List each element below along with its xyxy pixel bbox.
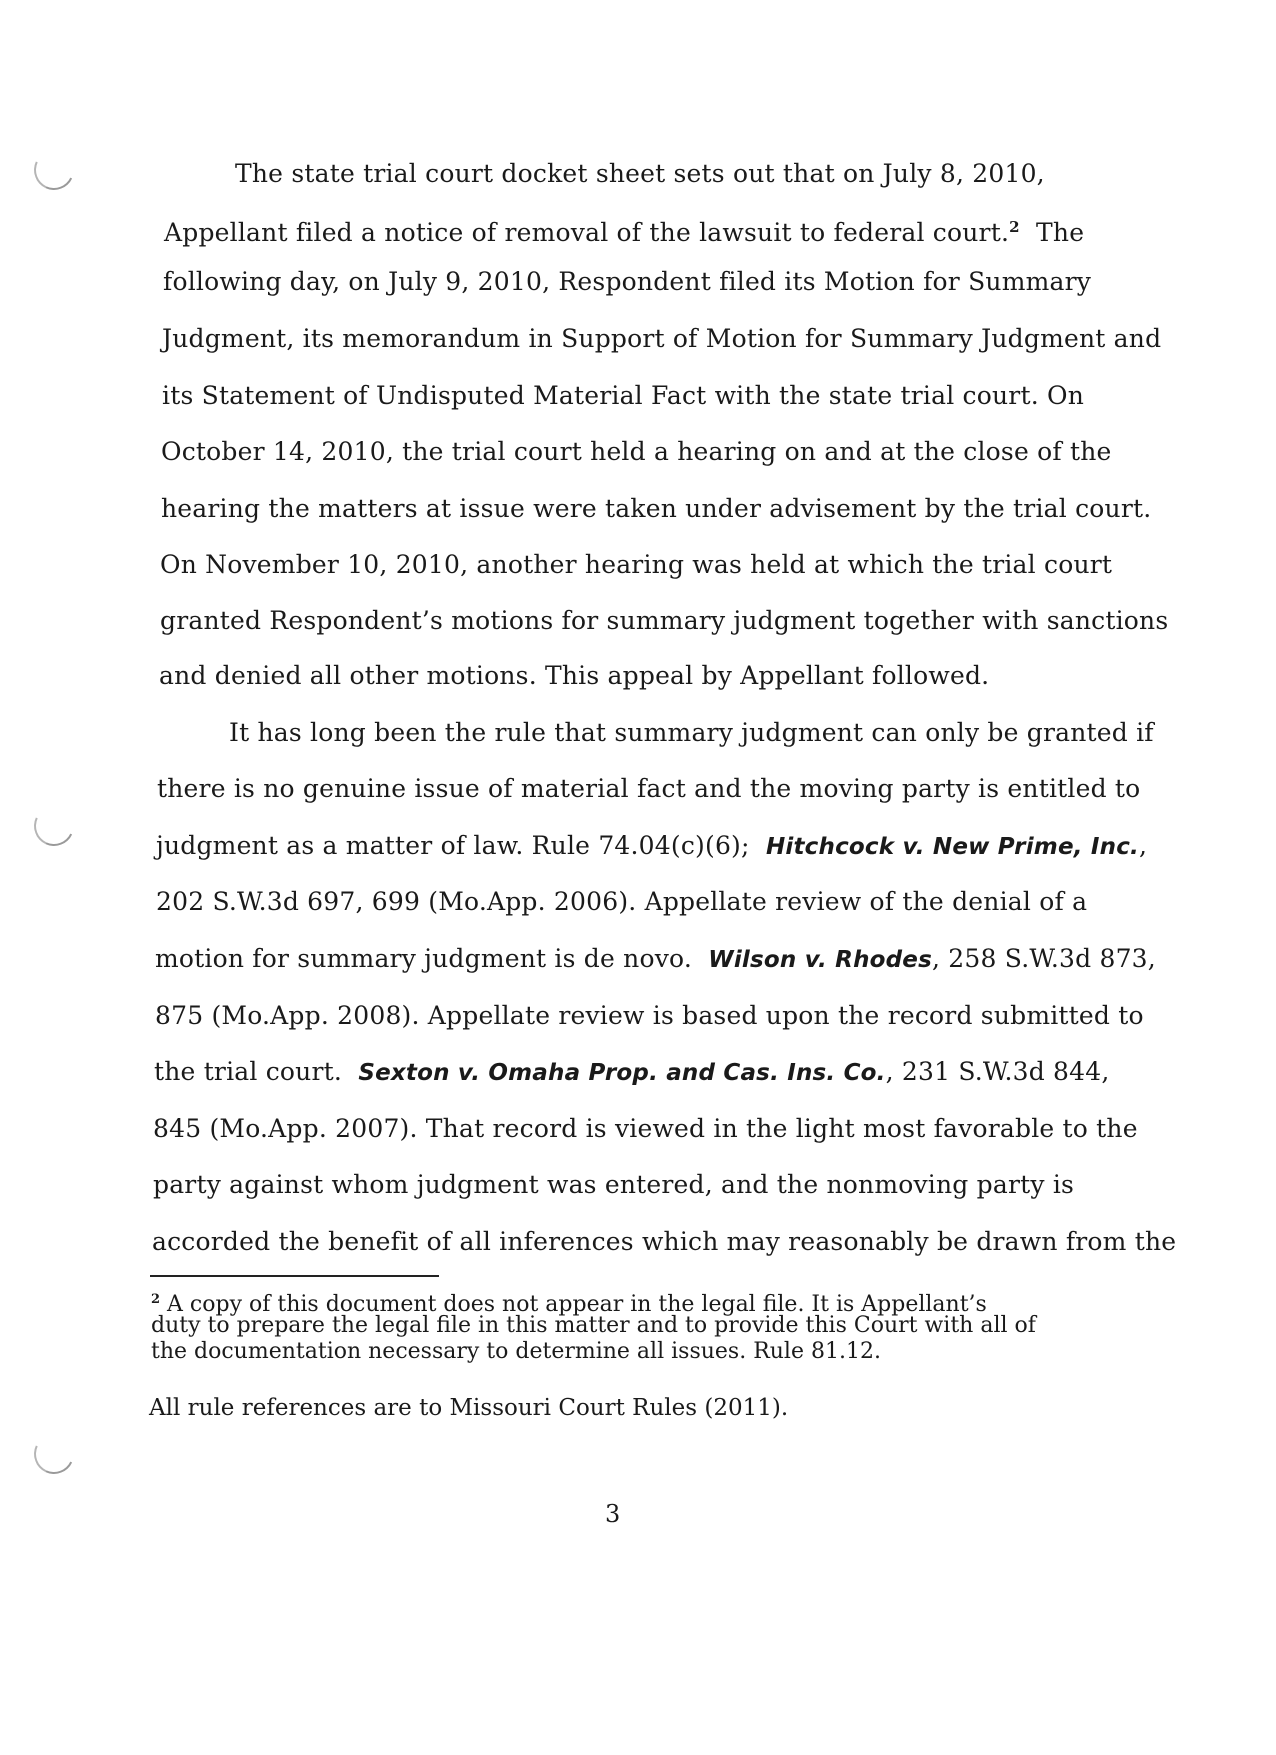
rule-note: All rule references are to Missouri Court Rules (2011). bbox=[149, 1395, 789, 1421]
text-span: , 231 S.W.3d 844, bbox=[885, 1057, 1110, 1086]
text-line: On November 10, 2010, another hearing was held at which the trial court bbox=[160, 550, 1113, 579]
text-span: motion for summary judgment is de novo. bbox=[155, 944, 692, 973]
text-line: 845 (Mo.App. 2007). That record is viewed in the light most favorable to the bbox=[153, 1114, 1138, 1143]
text-line: granted Respondent’s motions for summary judgment together with sanctions bbox=[160, 606, 1169, 635]
footnote-ref: 2 bbox=[1009, 218, 1020, 236]
text-span: judgment as a matter of law. Rule 74.04(c)(6); bbox=[156, 831, 750, 860]
case-citation: Sexton v. Omaha Prop. and Cas. Ins. Co. bbox=[358, 1060, 886, 1086]
punch-hole-top bbox=[28, 144, 79, 195]
text-line: following day, on July 9, 2010, Respondent filed its Motion for Summary bbox=[163, 267, 1092, 296]
text-line bbox=[154, 1057, 1110, 1088]
text-line bbox=[156, 831, 1147, 862]
punch-hole-bottom bbox=[28, 1428, 79, 1479]
footnote-line: the documentation necessary to determine all issues. Rule 81.12. bbox=[151, 1339, 881, 1364]
text-line: 875 (Mo.App. 2008). Appellate review is based upon the record submitted to bbox=[155, 1001, 1144, 1030]
footnote-marker: 2 bbox=[151, 1292, 161, 1307]
footnote-line: duty to prepare the legal file in this matter and to provide this Court with all of bbox=[151, 1313, 1036, 1338]
text-line: hearing the matters at issue were taken under advisement by the trial court. bbox=[161, 494, 1152, 523]
case-citation: Wilson v. Rhodes bbox=[708, 947, 932, 973]
text-line bbox=[155, 944, 1156, 975]
text-span: the trial court. bbox=[154, 1057, 343, 1086]
text-span: The bbox=[1036, 218, 1085, 247]
text-span: Appellant filed a notice of removal of the lawsuit to federal court. bbox=[164, 218, 1010, 247]
text-line: Judgment, its memorandum in Support of Motion for Summary Judgment and bbox=[162, 324, 1162, 353]
case-citation: Hitchcock v. New Prime, Inc. bbox=[765, 834, 1139, 860]
text-line: there is no genuine issue of material fact and the moving party is entitled to bbox=[157, 774, 1141, 803]
text-line: October 14, 2010, the trial court held a hearing on and at the close of the bbox=[161, 437, 1112, 466]
text-line: It has long been the rule that summary judgment can only be granted if bbox=[229, 718, 1154, 747]
text-line: its Statement of Undisputed Material Fact with the state trial court. On bbox=[162, 381, 1084, 410]
text-span: A copy of this document does not appear in the legal file. It is Appellant’s bbox=[160, 1292, 987, 1317]
text-line bbox=[164, 212, 1084, 248]
footnote-divider bbox=[150, 1275, 439, 1277]
text-line: 202 S.W.3d 697, 699 (Mo.App. 2006). Appellate review of the denial of a bbox=[156, 887, 1088, 916]
text-line: accorded the benefit of all inferences which may reasonably be drawn from the bbox=[152, 1227, 1177, 1256]
text-line: and denied all other motions. This appeal by Appellant followed. bbox=[159, 661, 990, 690]
punch-hole-middle bbox=[28, 800, 79, 851]
page-number: 3 bbox=[605, 1500, 621, 1528]
text-span: , 258 S.W.3d 873, bbox=[932, 944, 1156, 973]
text-line: The state trial court docket sheet sets out that on July 8, 2010, bbox=[235, 159, 1045, 188]
text-span: , bbox=[1139, 831, 1148, 860]
text-line: party against whom judgment was entered, and the nonmoving party is bbox=[153, 1170, 1075, 1199]
